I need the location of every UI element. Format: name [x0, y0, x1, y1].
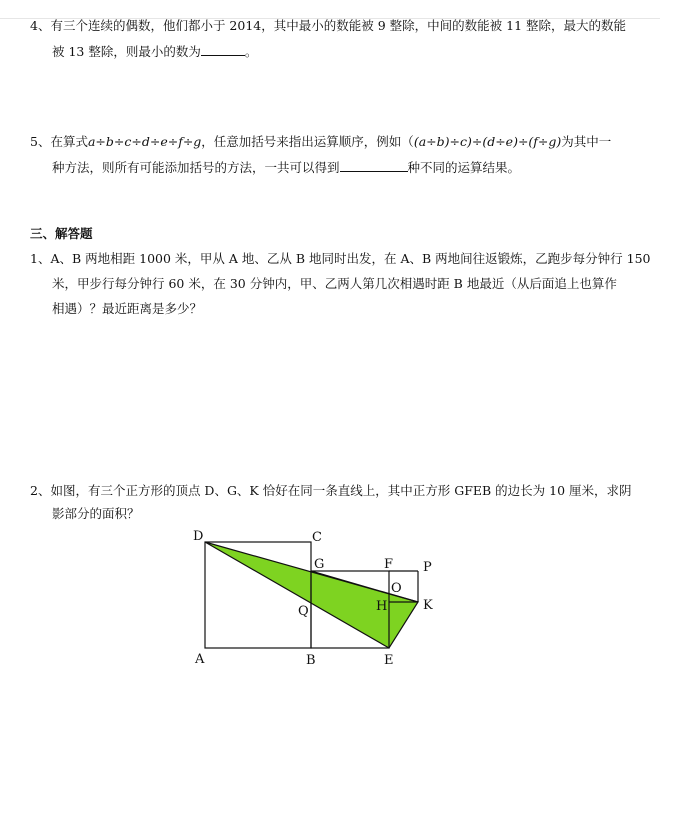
- p1-text-line3: 相遇）？最近距离是多少？: [52, 301, 203, 316]
- label-q: Q: [298, 604, 309, 619]
- label-g: G: [314, 557, 325, 572]
- q5-answer-blank[interactable]: [340, 157, 408, 172]
- p2-text-line1: 如图，有三个正方形的顶点 D、G、K 恰好在同一条直线上，其中正方形 GFEB 的边长为 10 厘米，求阴: [50, 483, 632, 498]
- q4-number: 4、: [30, 18, 51, 33]
- squares-figure: [185, 520, 445, 670]
- label-c: C: [312, 530, 322, 545]
- q4-text-line1: 有三个连续的偶数，他们都小于 2014，其中最小的数能被 9 整除，中间的数能被 11 整除，最大的数能: [50, 18, 626, 33]
- q4-line2-end: 。: [244, 44, 258, 59]
- q4-line1: [30, 14, 626, 38]
- q5-text-b: ，任意加括号来指出运算顺序，例如（: [201, 134, 414, 149]
- p2-number: 2、: [30, 483, 51, 498]
- p1-text-line2: 米，甲步行每分钟行 60 米，在 30 分钟内，甲、乙两人第几次相遇时距 B 地最近（从后面追上也算作: [52, 276, 617, 291]
- p1-line1: [30, 247, 651, 271]
- q4-line2: [52, 40, 257, 64]
- label-e: E: [384, 653, 394, 668]
- label-f: F: [384, 557, 394, 572]
- q5-text-line2: 种方法，则所有可能添加括号的方法，一共可以得到: [52, 160, 340, 175]
- label-p: P: [423, 560, 432, 575]
- q5-line2: [52, 156, 520, 180]
- label-a: A: [195, 652, 205, 667]
- label-k: K: [423, 598, 433, 613]
- q4-answer-blank[interactable]: [201, 41, 245, 56]
- label-d: D: [193, 529, 204, 544]
- p1-text-line1: A、B 两地相距 1000 米，甲从 A 地、乙从 B 地同时出发，在 A、B 两地间往返锻炼，乙跑步每分钟行 150: [50, 251, 651, 266]
- q5-text-c: 为其中一: [561, 134, 612, 149]
- label-o: O: [391, 581, 402, 596]
- q5-line2-end: 种不同的运算结果。: [407, 160, 521, 175]
- q5-text-a: 在算式: [50, 134, 88, 149]
- section3-title: 三、解答题: [30, 226, 93, 241]
- p2-text-line2: 影部分的面积？: [52, 506, 140, 521]
- q4-text-line2: 被 13 整除，则最小的数为: [52, 44, 201, 59]
- p2-line1: [30, 479, 632, 503]
- p1-number: 1、: [30, 251, 51, 266]
- q5-line1: [30, 130, 611, 154]
- q5-number: 5、: [30, 134, 51, 149]
- label-b: B: [306, 653, 316, 668]
- q5-example: (a÷b)÷c)÷(d÷e)÷(f÷g): [413, 134, 562, 149]
- label-h: H: [376, 599, 388, 614]
- q5-expression: a÷b÷c÷d÷e÷f÷g: [87, 134, 202, 149]
